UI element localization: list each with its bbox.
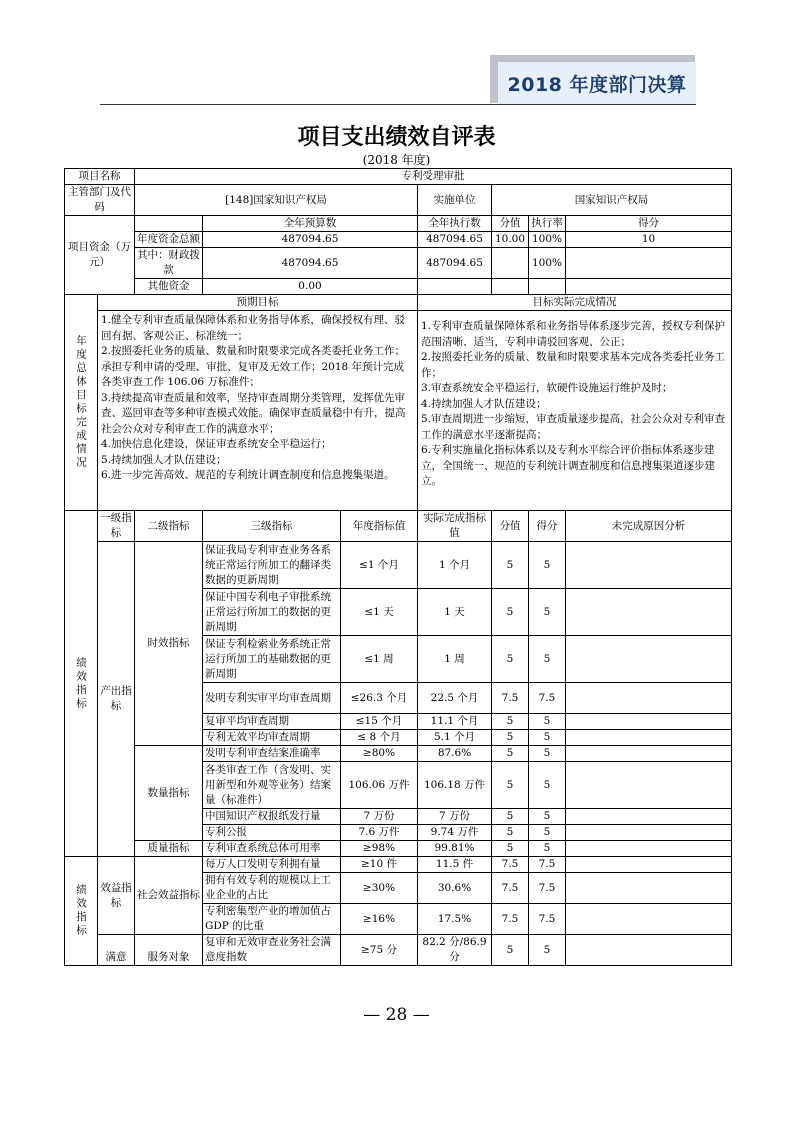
expected-item: 3.持续提高审查质量和效率，坚持审查周期分类管理，发挥优先审查、巡回审查等多种审查模式效能。确保审查质量稳中有升，提高社会公众对专利审查工作的满意水平； [101,391,406,435]
indicator-name: 保证中国专利电子审批系统正常运行所加工的数据的更新周期 [203,589,341,636]
indicator-score: 5 [529,746,566,762]
indicator-target: ≥16% [341,904,418,935]
indicator-actual: 87.6% [418,746,492,762]
indicator-target: ≤1 天 [341,589,418,636]
actual-item: 1.专利审查质量保障体系和业务指导体系逐步完善，授权专利保护范围清晰、适当，专利申请驳回客观、公正； [421,320,726,348]
indicator-header: 年度指标值 [341,511,418,542]
indicator-actual: 30.6% [418,873,492,904]
funds-budget: 487094.65 [203,248,418,279]
indicator-reason [566,636,732,683]
funds-header: 全年执行数 [418,216,492,232]
indicator-header: 二级指标 [135,511,203,542]
indicator-points: 7.5 [492,683,529,714]
indicator-reason [566,714,732,730]
indicator-name: 每万人口发明专利拥有量 [203,857,341,873]
indicator-name: 保证我局专利审查业务各系统正常运行所加工的翻译类数据的更新周期 [203,542,341,589]
page-number: — 28 — [363,1005,430,1025]
indicator-name: 专利无效平均审查周期 [203,730,341,746]
dept-label: 主管部门及代码 [65,185,135,216]
funds-score-value [492,279,529,295]
indicator-reason [566,857,732,873]
indicator-reason [566,935,732,966]
social-label: 社会效益指标 [135,857,203,935]
header-rule [100,104,696,105]
indicator-target: ≤ 8 个月 [341,730,418,746]
indicator-actual: 1 周 [418,636,492,683]
service-label: 服务对象 [135,935,203,966]
quality-label: 质量指标 [135,841,203,857]
indicator-name: 专利密集型产业的增加值占 GDP 的比重 [203,904,341,935]
indicator-reason [566,730,732,746]
indicator-score: 5 [529,730,566,746]
indicator-name: 中国知识产权报纸发行量 [203,809,341,825]
indicator-target: ≤1 个月 [341,542,418,589]
expected-item: 1.健全专利审查质量保障体系和业务指导体系，确保授权有理、驳回有据、客观公正、标准统一； [101,314,406,342]
funds-label: 项目资金（万元） [65,216,135,295]
indicator-actual: 17.5% [418,904,492,935]
funds-row-name: 其中：财政拨款 [135,248,203,279]
actual-item: 3.审查系统安全平稳运行，软硬件设施运行维护及时； [421,382,673,394]
indicator-actual: 99.81% [418,841,492,857]
indicator-actual: 1 个月 [418,542,492,589]
indicator-header: 分值 [492,511,529,542]
indicator-name: 专利公报 [203,825,341,841]
indicator-name: 各类审查工作（含发明、实用新型和外观等业务）结案量（标准件） [203,762,341,809]
indicator-reason [566,683,732,714]
expected-objectives [98,311,418,511]
funds-exec: 487094.65 [418,248,492,279]
expected-item: 2.按照委托业务的质量、数量和时限要求完成各类委托业务工作；承担专利申请的受理、审批、复审及无效工作；2018 年预计完成各类审查工作 106.06 万标准件； [101,345,406,388]
indicator-header: 一级指标 [98,511,135,542]
indicator-actual: 7 万份 [418,809,492,825]
indicator-target: ≥80% [341,746,418,762]
indicator-score: 7.5 [529,857,566,873]
indicator-target: ≤1 周 [341,636,418,683]
indicators-side-label-2: 绩效指标 [65,857,98,966]
funds-rate: 100% [529,232,566,248]
funds-budget: 487094.65 [203,232,418,248]
impl-label: 实施单位 [418,185,492,216]
indicator-header: 三级指标 [203,511,341,542]
indicator-actual: 11.5 件 [418,857,492,873]
indicator-score: 5 [529,542,566,589]
indicator-actual: 1 天 [418,589,492,636]
project-name: 专利受理审批 [135,169,732,185]
indicator-name: 复审和无效审查业务社会满意度指数 [203,935,341,966]
indicator-name: 发明专利实审平均审查周期 [203,683,341,714]
indicator-name: 拥有有效专利的规模以上工业企业的占比 [203,873,341,904]
indicator-score: 5 [529,589,566,636]
indicator-score: 5 [529,935,566,966]
actual-item: 4.持续加强人才队伍建设； [421,397,547,410]
indicator-actual: 82.2 分/86.9 分 [418,935,492,966]
indicator-points: 5 [492,636,529,683]
funds-score-value: 10.00 [492,232,529,248]
indicator-target: 7.6 万件 [341,825,418,841]
actual-item: 2.按照委托业务的质量、数量和时限要求基本完成各类委托业务工作； [421,351,726,379]
indicator-points: 5 [492,746,529,762]
indicator-target: ≤15 个月 [341,714,418,730]
funds-header: 得分 [566,216,732,232]
indicator-points: 7.5 [492,857,529,873]
actual-header: 目标实际完成情况 [418,295,732,311]
indicator-reason [566,762,732,809]
indicator-reason [566,589,732,636]
funds-header: 执行率 [529,216,566,232]
indicator-points: 5 [492,762,529,809]
indicator-points: 5 [492,935,529,966]
indicator-points: 5 [492,714,529,730]
indicator-reason [566,841,732,857]
indicator-score: 5 [529,636,566,683]
indicator-target: ≥75 分 [341,935,418,966]
indicator-name: 复审平均审查周期 [203,714,341,730]
indicator-actual: 106.18 万件 [418,762,492,809]
indicator-reason [566,873,732,904]
indicator-header: 实际完成指标值 [418,511,492,542]
indicator-actual: 5.1 个月 [418,730,492,746]
qty-label: 数量指标 [135,746,203,841]
funds-rate [529,279,566,295]
indicator-points: 7.5 [492,904,529,935]
indicator-name: 发明专利审查结案准确率 [203,746,341,762]
actual-objectives [418,311,732,511]
indicator-points: 5 [492,542,529,589]
actual-item: 6.专利实施量化指标体系以及专利水平综合评价指标体系逐步建立，全国统一、规范的专利统计调查制度和信息搜集渠道逐步建立。 [421,444,715,487]
indicator-name: 专利审查系统总体可用率 [203,841,341,857]
funds-score: 10 [566,232,732,248]
dept-value: [148]国家知识产权局 [135,185,418,216]
indicator-points: 5 [492,841,529,857]
actual-item: 5.审查周期进一步缩短，审查质量逐步提高，社会公众对专利审查工作的满意水平逐渐提高； [421,413,726,441]
header-badge: 2018 年度部门决算 [498,62,696,104]
output-label: 产出指标 [98,542,135,857]
benefit-label: 效益指标 [98,857,135,935]
indicator-target: ≤26.3 个月 [341,683,418,714]
indicator-score: 5 [529,809,566,825]
indicator-points: 5 [492,825,529,841]
indicator-score: 5 [529,762,566,809]
indicator-actual: 9.74 万件 [418,825,492,841]
time-label: 时效指标 [135,542,203,746]
expected-item: 6.进一步完善高效、规范的专利统计调查制度和信息搜集渠道。 [101,469,395,481]
indicator-score: 5 [529,714,566,730]
indicator-reason [566,825,732,841]
indicator-reason [566,904,732,935]
project-name-label: 项目名称 [65,169,135,185]
funds-exec: 487094.65 [418,232,492,248]
indicator-score: 7.5 [529,904,566,935]
funds-budget: 0.00 [203,279,418,295]
funds-header: 分值 [492,216,529,232]
page-title: 项目支出绩效自评表 [297,125,496,150]
indicator-target: 7 万份 [341,809,418,825]
indicator-points: 5 [492,809,529,825]
indicator-score: 5 [529,841,566,857]
indicator-reason [566,542,732,589]
expected-item: 5.持续加强人才队伍建设； [101,453,227,466]
indicator-score: 7.5 [529,873,566,904]
indicator-target: 106.06 万件 [341,762,418,809]
indicator-header: 得分 [529,511,566,542]
indicator-header: 未完成原因分析 [566,511,732,542]
funds-row-name: 年度资金总额 [135,232,203,248]
indicator-actual: 11.1 个月 [418,714,492,730]
indicator-points: 7.5 [492,873,529,904]
indicator-points: 5 [492,730,529,746]
indicator-target: ≥10 件 [341,857,418,873]
funds-exec [418,279,492,295]
expected-header: 预期目标 [98,295,418,311]
funds-score [566,248,732,279]
funds-rate: 100% [529,248,566,279]
indicator-target: ≥30% [341,873,418,904]
funds-score-value [492,248,529,279]
indicator-score: 5 [529,825,566,841]
indicator-name: 保证专利检索业务系统正常运行所加工的基础数据的更新周期 [203,636,341,683]
indicator-reason [566,809,732,825]
indicator-target: ≥98% [341,841,418,857]
funds-score [566,279,732,295]
indicator-actual: 22.5 个月 [418,683,492,714]
objectives-side-label: 年度总体目标完成情况 [65,295,98,511]
expected-item: 4.加快信息化建设，保证审查系统安全平稳运行； [101,438,332,450]
evaluation-table [64,168,732,966]
impl-value: 国家知识产权局 [492,185,732,216]
funds-header: 全年预算数 [203,216,418,232]
indicator-points: 5 [492,589,529,636]
satisfaction-label: 满意 [98,935,135,966]
indicator-score: 7.5 [529,683,566,714]
funds-row-name: 其他资金 [135,279,203,295]
page-subtitle: (2018 年度) [362,153,431,167]
indicators-side-label: 绩效指标 [65,511,98,857]
indicator-reason [566,746,732,762]
